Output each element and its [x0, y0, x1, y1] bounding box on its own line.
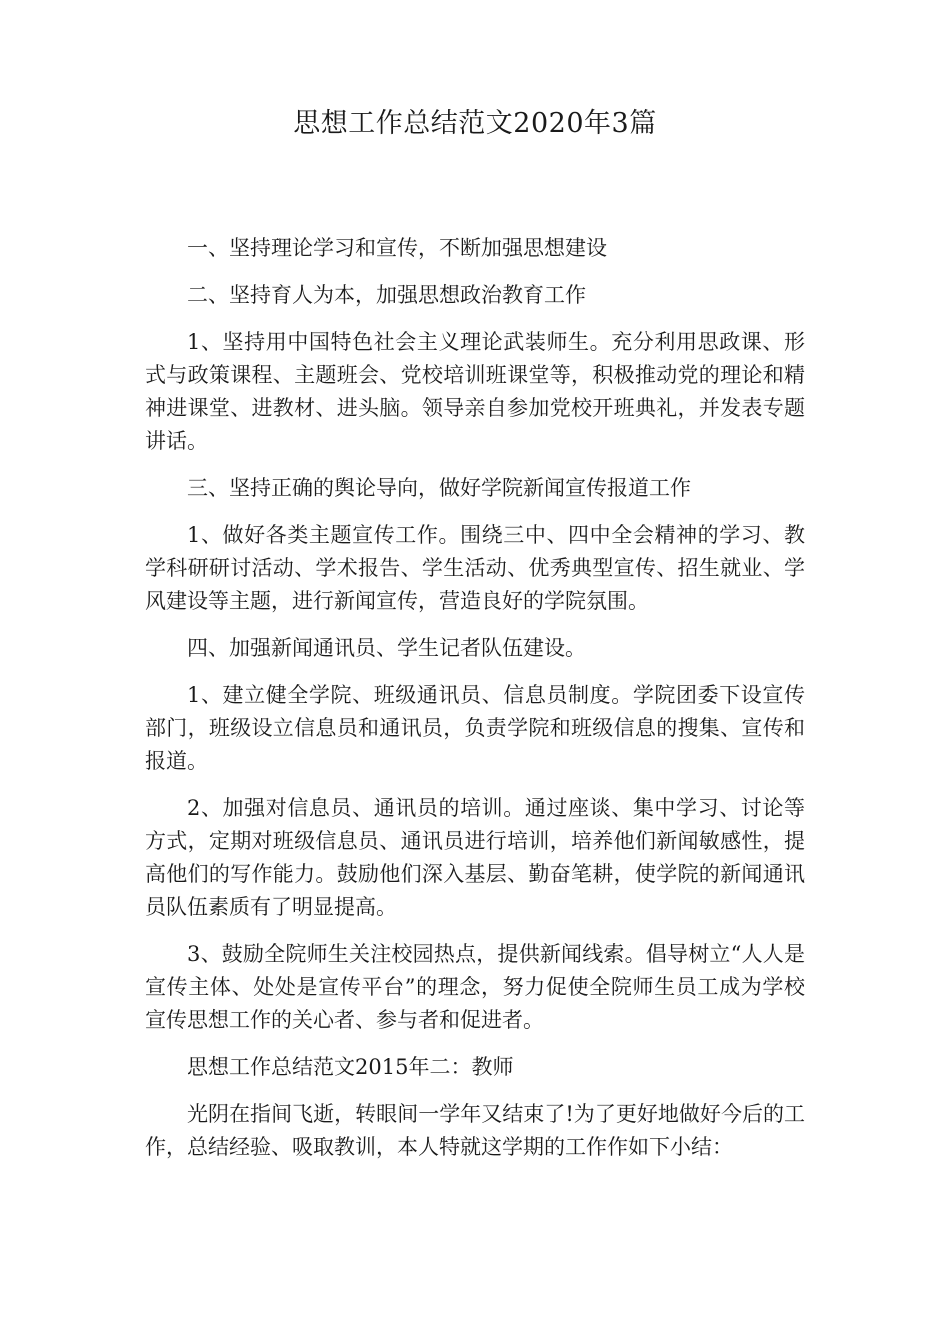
- section-heading-2: 二、坚持育人为本，加强思想政治教育工作: [187, 283, 586, 307]
- section-heading-3: 三、坚持正确的舆论导向，做好学院新闻宣传报道工作: [187, 476, 691, 500]
- document-body: [145, 232, 805, 1178]
- paragraph: 光阴在指间飞逝，转眼间一学年又结束了!为了更好地做好今后的工作，总结经验、吸取教训，本人特就这学期的工作作如下小结：: [145, 1102, 805, 1159]
- paragraph: 1、坚持用中国特色社会主义理论武装师生。充分利用思政课、形式与政策课程、主题班会、党校培训班课堂等，积极推动党的理论和精神进课堂、进教材、进头脑。领导亲自参加党校开班典礼，并发表专题讲话。: [145, 330, 805, 453]
- document-title: 思想工作总结范文2020年3篇: [293, 108, 657, 139]
- paragraph: 1、建立健全学院、班级通讯员、信息员制度。学院团委下设宣传部门，班级设立信息员和通讯员，负责学院和班级信息的搜集、宣传和报道。: [145, 683, 805, 773]
- paragraph: 1、做好各类主题宣传工作。围绕三中、四中全会精神的学习、教学科研研讨活动、学术报告、学生活动、优秀典型宣传、招生就业、学风建设等主题，进行新闻宣传，营造良好的学院氛围。: [145, 523, 805, 613]
- section-heading-1: 一、坚持理论学习和宣传，不断加强思想建设: [187, 236, 607, 260]
- paragraph: 3、鼓励全院师生关注校园热点，提供新闻线索。倡导树立“人人是宣传主体、处处是宣传平台”的理念，努力促使全院师生员工成为学校宣传思想工作的关心者、参与者和促进者。: [145, 942, 805, 1032]
- section-heading-4: 四、加强新闻通讯员、学生记者队伍建设。: [187, 636, 586, 660]
- subtitle-heading: 思想工作总结范文2015年二：教师: [187, 1055, 514, 1079]
- paragraph: 2、加强对信息员、通讯员的培训。通过座谈、集中学习、讨论等方式，定期对班级信息员、通讯员进行培训，培养他们新闻敏感性，提高他们的写作能力。鼓励他们深入基层、勤奋笔耕，使学院的新闻通讯员队伍素质有了明显提高。: [145, 796, 805, 919]
